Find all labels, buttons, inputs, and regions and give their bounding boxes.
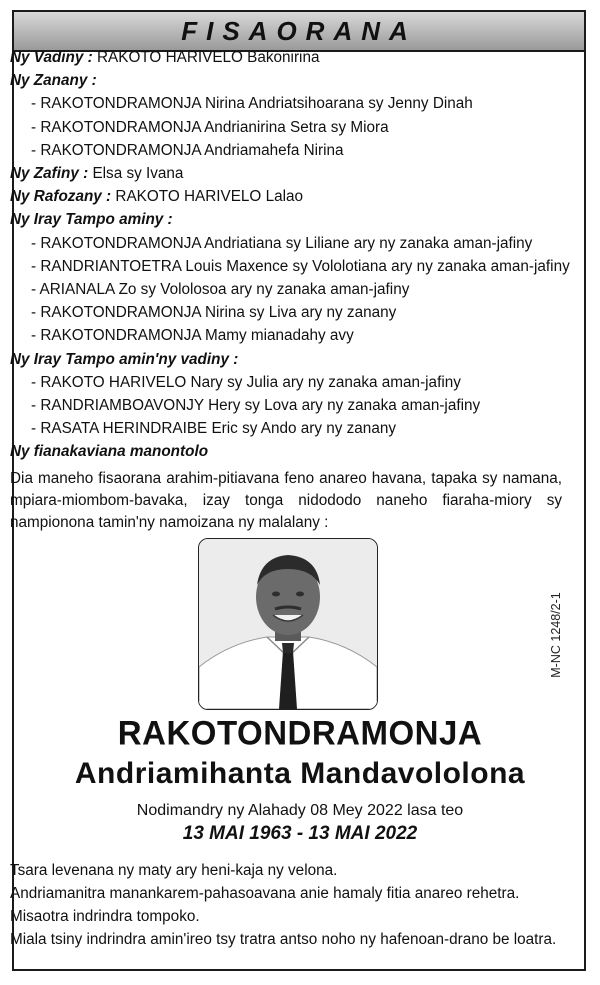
grandchildren-label: Ny Zafiny : (10, 165, 89, 183)
in-laws-line (10, 185, 562, 208)
sibling-item: - RAKOTONDRAMONJA Mamy mianadahy avy (31, 327, 354, 345)
siblings-label: Ny Iray Tampo aminy : (10, 211, 173, 229)
grandchildren-names: Elsa sy Ivana (92, 165, 184, 183)
closing-line: Andriamanitra manankarem-pahasoavana anie hamaly fitia anareo rehetra. (10, 885, 520, 902)
portrait-photo (198, 538, 378, 710)
life-dates: 13 MAI 1963 - 13 MAI 2022 (182, 823, 418, 844)
child-item: - RAKOTONDRAMONJA Andriamahefa Nirina (31, 141, 344, 159)
closing-line: Tsara levenana ny maty ary heni-kaja ny velona. (10, 862, 338, 879)
child-item: - RAKOTONDRAMONJA Nirina Andriatsihoarana sy Jenny Dinah (31, 95, 473, 113)
deceased-surname: RAKOTONDRAMONJA (117, 713, 483, 752)
sibling-item: - RAKOTONDRAMONJA Nirina sy Liva ary ny zanany (31, 304, 397, 322)
grandchildren-line (10, 162, 562, 185)
children-label: Ny Zanany : (10, 72, 97, 90)
spouse-sibling-item: - RANDRIAMBOAVONJY Hery sy Lova ary ny zanaka aman-jafiny (31, 397, 481, 415)
deceased-given-names: Andriamihanta Mandavololona (74, 757, 526, 790)
sibling-item: - RANDRIANTOETRA Louis Maxence sy Vololotiana ary ny zanaka aman-jafiny (31, 257, 570, 275)
closing-line: Miala tsiny indrindra amin'ireo tsy tratra antso noho ny hafenoan-drano be loatra. (10, 931, 557, 948)
spouse-sibling-item: - RAKOTO HARIVELO Nary sy Julia ary ny zanaka aman-jafiny (31, 373, 461, 391)
spouse-sibling-item: - RASATA HERINDRAIBE Eric sy Ando ary ny zanany (31, 420, 396, 438)
reference-code (546, 580, 566, 690)
reference-text: M-NC 1248/2-1 (549, 592, 563, 678)
intro-paragraph: Dia maneho fisaorana arahim-pitiavana feno anareo havana, tapaka sy namana, mpiara-miombom-bavaka, izay tonga nidododo naneho fiaraha-miory sy nampionona tamin'ny namoizana ny malalany : (10, 469, 562, 531)
in-laws-label: Ny Rafozany : (10, 188, 112, 206)
sibling-item: - RAKOTONDRAMONJA Andriatiana sy Liliane ary ny zanaka aman-jafiny (31, 234, 533, 252)
child-item: - RAKOTONDRAMONJA Andrianirina Setra sy Miora (31, 118, 389, 136)
whole-family-label: Ny fianakaviana manontolo (10, 443, 209, 461)
death-note: Nodimandry ny Alahady 08 Mey 2022 lasa teo (136, 802, 464, 819)
title-banner: FISAORANA (14, 12, 584, 52)
spouse-line (10, 46, 562, 69)
spouse-name: RAKOTO HARIVELO Bakonirina (97, 49, 320, 66)
portrait-illustration (199, 539, 377, 709)
family-list (10, 46, 570, 534)
spouse-label: Ny Vadiny : (10, 49, 93, 66)
closing-text (10, 859, 564, 951)
closing-line: Misaotra indrindra tompoko. (10, 908, 200, 925)
in-laws-name: RAKOTO HARIVELO Lalao (115, 188, 304, 206)
spouse-siblings-label: Ny Iray Tampo amin'ny vadiny : (10, 350, 239, 368)
sibling-item: - ARIANALA Zo sy Vololosoa ary ny zanaka aman-jafiny (31, 281, 410, 299)
